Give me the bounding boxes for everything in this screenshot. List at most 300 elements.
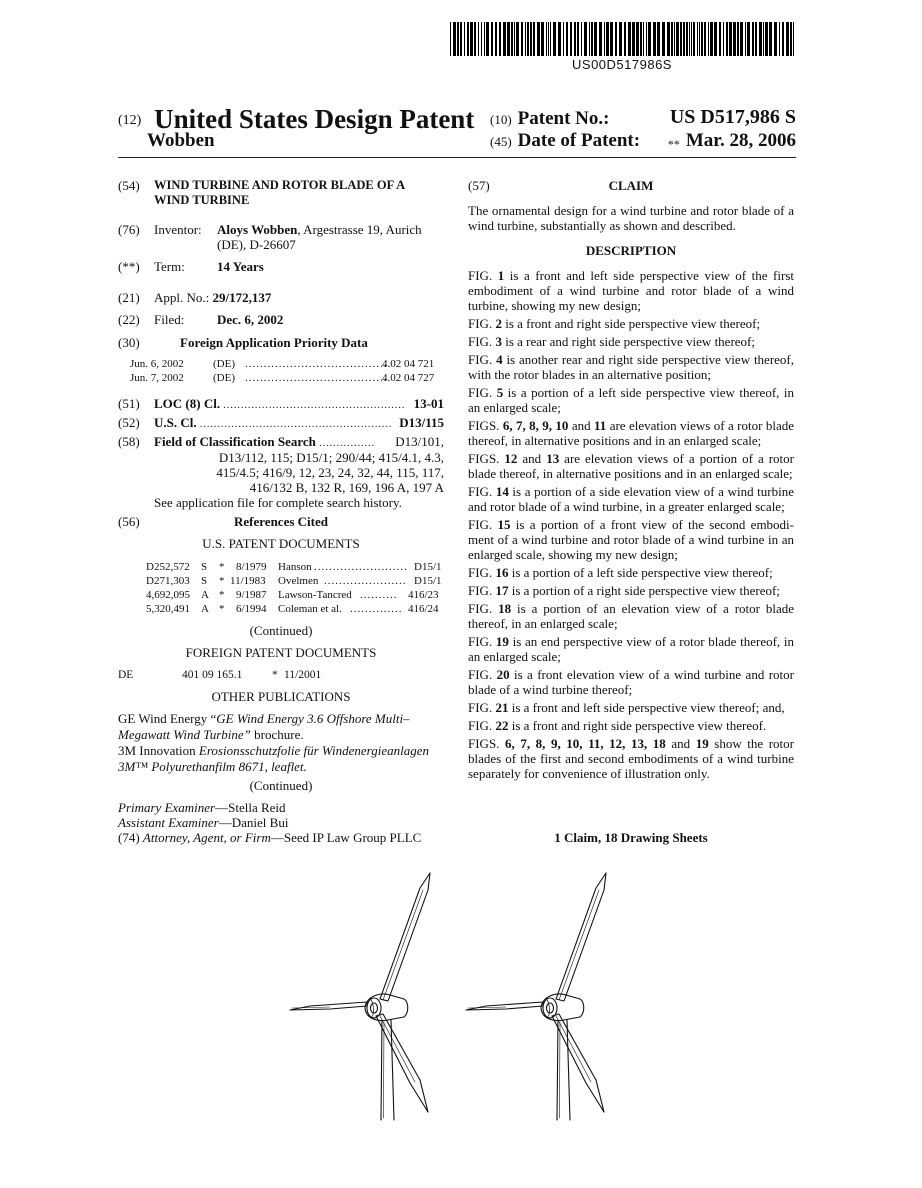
inventor-surname: Wobben [147, 130, 215, 151]
barcode-bar [689, 22, 690, 56]
barcode-bar [693, 22, 695, 56]
term-field [154, 259, 444, 274]
reference-leader-dots: ......................... [314, 561, 408, 573]
code-52: (52) [118, 415, 140, 430]
priority-row [130, 372, 435, 384]
reference-leader-dots: ...................... [324, 575, 407, 587]
description-text: and [665, 736, 696, 751]
reference-star: * [219, 561, 225, 573]
description-paragraph [468, 268, 794, 313]
reference-kind: S [201, 561, 208, 573]
description-paragraph [468, 316, 794, 331]
barcode-bar [786, 22, 789, 56]
barcode-bar [667, 22, 670, 56]
barcode-bar [584, 22, 587, 56]
description-paragraph [468, 385, 794, 415]
barcode-bar [521, 22, 523, 56]
wind-turbine-drawing [270, 868, 670, 1124]
reference-leader-dots: .......... [360, 589, 398, 601]
attorney-name: —Seed IP Law Group PLLC [270, 830, 422, 845]
barcode-bar [737, 22, 739, 56]
barcode-bar [550, 22, 551, 56]
barcode-bar [615, 22, 617, 56]
reference-leader-dots: .............. [350, 603, 403, 615]
description-paragraph [468, 718, 794, 733]
figure-number: 17 [495, 583, 509, 598]
barcode-bar [589, 22, 590, 56]
appl-number: 29/172,137 [212, 290, 272, 305]
patent-title-heading: United States Design Patent [154, 104, 475, 134]
assistant-examiner [118, 815, 444, 830]
barcode-bar [525, 22, 526, 56]
description-text: FIG. [468, 700, 496, 715]
description-text: is another rear and right side perspective view thereof, with the rotor blades in an alternative position; [468, 352, 795, 382]
barcode-bar [628, 22, 631, 56]
description-text: FIG. [468, 718, 496, 733]
figure-number: 6, 7, 8, 9, 10, 11, 12, 13, 18 [505, 736, 666, 751]
pub-author: 3M Innovation [118, 743, 199, 758]
reference-date: 9/1987 [236, 589, 267, 601]
barcode-bar [747, 22, 750, 56]
description-paragraph [468, 334, 794, 349]
reference-star: * [219, 575, 225, 587]
reference-class: D15/1 [414, 575, 442, 587]
barcode-bar [491, 22, 493, 56]
wind-turbine-figure-1 [290, 873, 430, 1120]
search-leader-dots: ................ [319, 438, 376, 449]
figure-number: 21 [495, 700, 509, 715]
search-field [154, 434, 444, 450]
description-paragraph [468, 352, 794, 382]
code-58: (58) [118, 434, 140, 449]
other-publications-heading: OTHER PUBLICATIONS [211, 689, 351, 704]
description-text: FIG. [468, 634, 496, 649]
figure-number: 13 [546, 451, 560, 466]
barcode-bar [470, 22, 473, 56]
loc-leader-dots: .................................................... [223, 400, 406, 411]
description-paragraph [468, 565, 794, 580]
code-22: (22) [118, 312, 140, 327]
barcode-bar [691, 22, 692, 56]
figure-number: 2 [495, 316, 502, 331]
barcode-bar [729, 22, 732, 56]
search-label: Field of Classification Search [154, 434, 316, 449]
figure-number: 11 [594, 418, 607, 433]
barcode-bar [671, 22, 673, 56]
barcode-bar [723, 22, 724, 56]
barcode-bar [769, 22, 772, 56]
barcode-bar [570, 22, 572, 56]
barcode-bar [511, 22, 513, 56]
primary-examiner-label: Primary Examiner [118, 800, 216, 815]
description-text: is a portion of a left side perspective view thereof; [508, 565, 773, 580]
description-text: is a portion of an elevation view of a rotor blade thereof, in an enlarged scale; [468, 601, 795, 631]
patent-date [640, 130, 796, 152]
barcode-bar [683, 22, 685, 56]
barcode-bar [640, 22, 642, 56]
claims-sheets-count: 1 Claim, 18 Drawing Sheets [554, 830, 708, 845]
barcode-bar [566, 22, 568, 56]
code-12: (12) [118, 113, 142, 128]
barcode-bar [527, 22, 529, 56]
barcode-bar [740, 22, 743, 56]
barcode-bar [752, 22, 754, 56]
reference-kind: A [201, 603, 209, 615]
barcode-bar [657, 22, 660, 56]
reference-star: * [219, 603, 225, 615]
reference-name: Hanson [278, 561, 312, 573]
barcode-bar [594, 22, 597, 56]
barcode-bar [486, 22, 489, 56]
figure-number: 22 [495, 718, 509, 733]
barcode-number: US00D517986S [572, 57, 672, 72]
description-text: is a portion of a front view of the second embodi-ment of a wind turbine and rotor blade of a wind turbine in an enlarged scale, showing my new design; [468, 517, 795, 562]
description-text: is a front elevation view of a wind turbine and rotor blade of a wind turbine thereof; [468, 667, 794, 697]
barcode-bar [563, 22, 564, 56]
barcode-bar [577, 22, 579, 56]
barcode-bar [503, 22, 506, 56]
barcode-bar [530, 22, 532, 56]
filed-label: Filed: [154, 312, 185, 327]
barcode-bar [464, 22, 465, 56]
barcode-bar [574, 22, 576, 56]
reference-name: Ovelmen [278, 575, 319, 587]
barcode-bar [591, 22, 593, 56]
barcode-bar [548, 22, 549, 56]
term-label: Term: [154, 259, 185, 274]
priority-country: (DE) [213, 372, 235, 384]
barcode-bar [457, 22, 459, 56]
barcode-bar [653, 22, 656, 56]
description-text: FIGS. [468, 736, 505, 751]
barcode-bar [686, 22, 688, 56]
reference-class: 416/23 [408, 589, 439, 601]
description-text: FIGS. [468, 451, 505, 466]
us-cl-label: U.S. Cl. [154, 415, 197, 430]
attorney-label: Attorney, Agent, or Firm [142, 830, 271, 845]
wind-turbine-figure-2 [466, 873, 606, 1120]
description-text: is a portion of a left side perspective view thereof, in an enlarged scale; [468, 385, 794, 415]
reference-class: 416/24 [408, 603, 439, 615]
pub-title: Erosionsschutzfolie für Windenergieanlagen 3M™ Polyurethanfilm 8671, leaflet. [118, 743, 430, 774]
loc-field [154, 396, 444, 413]
description-text: and [568, 418, 595, 433]
search-history-note: See application file for complete search history. [154, 495, 402, 510]
patent-number: US D517,986 S [669, 106, 796, 128]
barcode-bar [755, 22, 757, 56]
figure-number: 12 [504, 451, 518, 466]
barcode-bar [774, 22, 777, 56]
barcode-bar [553, 22, 556, 56]
barcode-bar [453, 22, 456, 56]
reference-kind: A [201, 589, 209, 601]
barcode-bar [516, 22, 519, 56]
appl-label: Appl. No.: [154, 290, 210, 305]
description-paragraph [468, 484, 794, 514]
appl-field [154, 290, 444, 305]
description-paragraph [468, 634, 794, 664]
pub-title: GE Wind Energy 3.6 Offshore Multi– Megawatt Wind Turbine” [118, 711, 410, 742]
figure-number: 20 [496, 667, 510, 682]
description-text: is a portion of a side elevation view of a wind turbine and rotor blade of a wind turbine, in a greater enlarged scale; [468, 484, 794, 514]
code-30: (30) [118, 335, 140, 350]
description-text: is an end perspective view of a rotor blade thereof, in an enlarged scale; [468, 634, 794, 664]
barcode-bar [624, 22, 626, 56]
barcode-bar [726, 22, 728, 56]
barcode-bar [533, 22, 535, 56]
barcode-bar [610, 22, 613, 56]
barcode-bar [733, 22, 736, 56]
figure-number: 16 [495, 565, 509, 580]
term-extension-mark: ** [667, 137, 680, 151]
barcode-bar [714, 22, 717, 56]
patent-date-value: Mar. 28, 2006 [685, 130, 796, 151]
barcode-bar [604, 22, 605, 56]
description-heading: DESCRIPTION [585, 243, 677, 258]
barcode-bar [541, 22, 544, 56]
design-title: WIND TURBINE AND ROTOR BLADE OF A WIND TURBINE [154, 178, 405, 207]
barcode-bar [619, 22, 622, 56]
barcode-bar [710, 22, 713, 56]
figure-number: 4 [496, 352, 503, 367]
description-text: show the rotor blades of the first and second embodiments of a wind turbine separately for convenience of illustration only. [468, 736, 794, 781]
barcode-bar [719, 22, 721, 56]
figure-number: 6, 7, 8, 9, 10 [502, 418, 569, 433]
figure-number: 15 [497, 517, 511, 532]
description-text: are elevation views of a rotor blade thereof, in alternative positions and in an enlarged scale; [468, 418, 794, 448]
reference-row [146, 575, 442, 587]
code-56: (56) [118, 514, 140, 529]
reference-number: 5,320,491 [146, 603, 190, 615]
patent-number-label: Patent No.: [517, 108, 610, 129]
barcode-bar [699, 22, 700, 56]
barcode-bar [704, 22, 706, 56]
us-patents-heading: U.S. PATENT DOCUMENTS [202, 536, 360, 551]
figure-number: 19 [495, 634, 509, 649]
description-text: is a rear and right side perspective view thereof; [501, 334, 755, 349]
inventor-label: Inventor: [154, 222, 202, 237]
us-cl-value: D13/115 [399, 415, 444, 430]
barcode-bar [450, 22, 451, 56]
barcode-bar [499, 22, 501, 56]
primary-examiner [118, 800, 444, 815]
barcode-bar [676, 22, 679, 56]
barcode-bar [793, 22, 794, 56]
description-text: FIG. [468, 268, 498, 283]
inventor-field [154, 222, 444, 252]
barcode-bar [558, 22, 561, 56]
filed-date: Dec. 6, 2002 [217, 312, 284, 327]
references-continued: (Continued) [249, 623, 313, 638]
references-heading: References Cited [234, 514, 328, 529]
barcode-bar [481, 22, 482, 56]
priority-date: Jun. 6, 2002 [130, 358, 184, 370]
figure-number: 5 [496, 385, 504, 400]
figure-number: 1 [497, 268, 505, 283]
assistant-examiner-label: Assistant Examiner [118, 815, 219, 830]
barcode-bar [478, 22, 479, 56]
code-76: (76) [118, 222, 140, 237]
barcode-bar [680, 22, 682, 56]
reference-number: 4,692,095 [146, 589, 190, 601]
description-text: is a portion of a right side perspective view thereof; [508, 583, 780, 598]
reference-row [146, 561, 442, 573]
other-publication-1 [118, 711, 444, 743]
code-10: (10) [490, 112, 512, 127]
barcode-bar [674, 22, 675, 56]
barcode-bar [507, 22, 510, 56]
reference-number: D271,303 [146, 575, 190, 587]
code-57: (57) [468, 178, 490, 193]
reference-kind: S [201, 575, 208, 587]
reference-date: 8/1979 [236, 561, 267, 573]
description-paragraph [468, 451, 794, 481]
description-text: is a front and right side perspective view thereof. [508, 718, 767, 733]
us-cl-field [154, 415, 444, 432]
foreign-country: DE [118, 669, 134, 681]
barcode-bar [708, 22, 709, 56]
reference-class: D15/1 [414, 561, 442, 573]
description-paragraph [468, 418, 794, 448]
claim-heading: CLAIM [608, 178, 654, 193]
reference-date: 6/1994 [236, 603, 267, 615]
description-text: FIG. [468, 667, 497, 682]
foreign-date: 11/2001 [284, 669, 322, 681]
barcode-bar [599, 22, 602, 56]
barcode-bar [765, 22, 768, 56]
reference-row [146, 589, 439, 601]
priority-number: 4 02 04 727 [382, 372, 435, 384]
us-cl-leader-dots: ....................................................... [199, 419, 393, 430]
reference-name: Coleman et al. [278, 603, 342, 615]
barcode-bar [697, 22, 698, 56]
barcode-bar [782, 22, 784, 56]
barcode-bar [632, 22, 635, 56]
code-21: (21) [118, 290, 140, 305]
description-text: FIG. [468, 352, 497, 367]
code-51: (51) [118, 396, 140, 411]
barcode-bar [779, 22, 780, 56]
description-text: FIG. [468, 517, 498, 532]
description-text: is a front and right side perspective view thereof; [501, 316, 761, 331]
pub-type: brochure. [250, 727, 304, 742]
barcode-bar [546, 22, 547, 56]
barcode-bar [745, 22, 746, 56]
code-term: (**) [118, 259, 140, 274]
barcode-bar [648, 22, 651, 56]
priority-leader-dots: ....................................... [245, 358, 392, 370]
description-text: FIG. [468, 385, 497, 400]
barcode-bar [606, 22, 609, 56]
figure-number: 18 [498, 601, 512, 616]
patent-number-label-row [490, 108, 609, 130]
search-class-first: D13/101, [395, 434, 444, 449]
header-divider [118, 157, 796, 158]
attorney [118, 830, 448, 845]
barcode-bar [460, 22, 462, 56]
description-text: FIG. [468, 583, 496, 598]
description-paragraph [468, 700, 794, 715]
barcode-bar [636, 22, 639, 56]
description-text: and [517, 451, 547, 466]
barcode-bar [537, 22, 540, 56]
date-label: Date of Patent: [517, 130, 641, 151]
barcode-bar [763, 22, 764, 56]
reference-row [146, 603, 439, 615]
barcode-bar [646, 22, 647, 56]
barcode [450, 22, 794, 56]
foreign-number: 401 09 165.1 [182, 669, 243, 681]
claim-text: The ornamental design for a wind turbine and rotor blade of a wind turbine, substantially as shown and described. [468, 203, 794, 233]
reference-number: D252,572 [146, 561, 190, 573]
search-classes [154, 450, 444, 495]
reference-date: 11/1983 [230, 575, 266, 587]
priority-country: (DE) [213, 358, 235, 370]
code-45: (45) [490, 134, 512, 149]
description-text: FIG. [468, 601, 499, 616]
barcode-bar [495, 22, 497, 56]
barcode-bar [514, 22, 515, 56]
loc-label: LOC (8) Cl. [154, 396, 221, 411]
description-text: FIG. [468, 484, 496, 499]
priority-heading: Foreign Application Priority Data [180, 335, 368, 350]
reference-name: Lawson-Tancred [278, 589, 352, 601]
inventor-name: Aloys Wobben [217, 222, 298, 237]
search-class-line: 415/4.5; 416/9, 12, 23, 24, 32, 44, 115, 117, [216, 465, 444, 480]
description-paragraph [468, 601, 794, 631]
description-text: FIG. [468, 316, 496, 331]
description-text: FIGS. [468, 418, 503, 433]
barcode-bar [643, 22, 644, 56]
description-paragraph [468, 583, 794, 598]
barcode-bar [662, 22, 665, 56]
search-class-line: 416/132 B, 132 R, 169, 196 A, 197 A [249, 480, 444, 495]
term-value: 14 Years [217, 259, 264, 274]
loc-value: 13-01 [413, 396, 444, 411]
description-body [468, 268, 794, 784]
barcode-bar [581, 22, 582, 56]
foreign-patents-heading: FOREIGN PATENT DOCUMENTS [185, 645, 377, 660]
pub-author: GE Wind Energy “ [118, 711, 217, 726]
barcode-bar [790, 22, 792, 56]
priority-row [130, 358, 435, 370]
barcode-bar [484, 22, 485, 56]
barcode-bar [759, 22, 762, 56]
assistant-examiner-name: —Daniel Bui [218, 815, 289, 830]
inventor-address: , Argestrasse 19, Aurich (DE), D-26607 [217, 222, 422, 252]
filed-field [154, 312, 444, 327]
figure-number: 3 [495, 334, 502, 349]
search-class-line: D13/112, 115; D15/1; 290/44; 415/4.1, 4.3, [218, 450, 444, 465]
reference-star: * [219, 589, 225, 601]
figure-number: 19 [695, 736, 709, 751]
description-paragraph [468, 667, 794, 697]
description-text: is a front and left side perspective view of the first embodiment of a wind turbine and rotor blade of a wind turbine, showing my new design; [468, 268, 794, 313]
figure-number: 14 [495, 484, 509, 499]
barcode-bar [467, 22, 469, 56]
code-54: (54) [118, 178, 140, 193]
date-label-row [490, 130, 640, 152]
publications-continued: (Continued) [249, 778, 313, 793]
foreign-reference-row [118, 669, 322, 681]
other-publication-2 [118, 743, 444, 775]
description-text: FIG. [468, 334, 496, 349]
description-paragraph [468, 517, 794, 562]
description-text: FIG. [468, 565, 496, 580]
primary-examiner-name: —Stella Reid [215, 800, 286, 815]
priority-number: 4 02 04 721 [382, 358, 435, 370]
barcode-bar [701, 22, 703, 56]
